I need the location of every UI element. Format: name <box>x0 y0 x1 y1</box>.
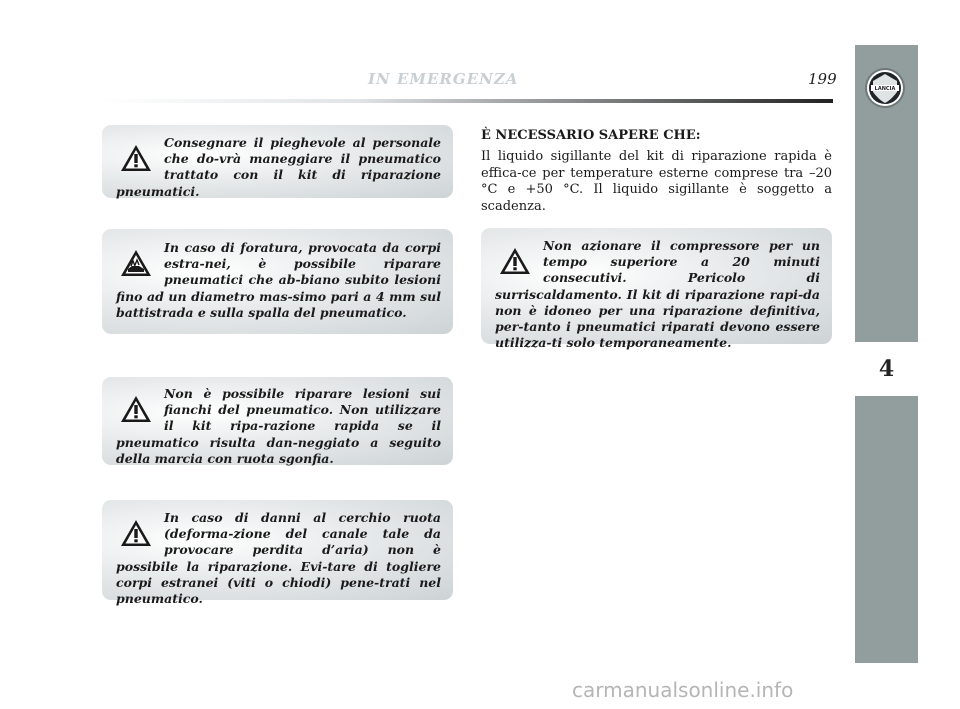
watermark-text: carmanualsonline.info <box>572 678 794 702</box>
warning-text: Consegnare il pieghevole al personale che do-vrà maneggiare il pneumatico trattato con il kit di riparazione pneumatici. <box>116 135 441 199</box>
logo-lettering: LANCIA <box>874 85 896 92</box>
header-rule <box>100 99 833 103</box>
warning-box <box>102 500 453 607</box>
warning-box <box>102 125 453 198</box>
warning-triangle-icon <box>499 246 531 276</box>
section-body-text: Il liquido sigillante del kit di riparazione rapida è effica-ce per temperature esterne comprese tra –20 °C e +50 °C. Il liquido sigillante è soggetto a scadenza. <box>481 149 832 214</box>
section-heading: È NECESSARIO SAPERE CHE: <box>481 128 701 143</box>
warning-box <box>102 377 453 465</box>
page-header-title: IN EMERGENZA <box>368 70 519 88</box>
warning-box <box>102 229 453 334</box>
warning-text: In caso di danni al cerchio ruota (deforma-zione del canale tale da provocare perdita d’aria) non è possibile la riparazione. Evi-tare di togliere corpi estranei (viti o chiodi) pene-trati nel pneumatico. <box>116 510 441 607</box>
lancia-logo-icon <box>864 67 906 109</box>
warning-triangle-icon <box>120 518 152 548</box>
chapter-number-box <box>855 345 918 393</box>
warning-text: Non azionare il compressore per un tempo superiore a 20 minuti consecutivi. Pericolo di surriscaldamento. Il kit di riparazione rapi-da non è idoneo per una riparazione definitiva, per-tanto i pneumatici riparati devono essere utilizza-ti solo temporaneamente. <box>495 238 820 351</box>
warning-text: Non è possibile riparare lesioni sui fianchi del pneumatico. Non utilizzare il kit ripa-razione rapida se il pneumatico risulta dan-neggiato a seguito della marcia con ruota sgonfia. <box>116 386 441 466</box>
chapter-number: 4 <box>878 356 895 382</box>
caution-hand-icon <box>120 248 152 278</box>
warning-triangle-icon <box>120 394 152 424</box>
tab-separator <box>855 393 918 396</box>
warning-text: In caso di foratura, provocata da corpi estra-nei, è possibile riparare pneumatici che ab-biano subito lesioni fino ad un diametro mas-simo pari a 4 mm sul battistrada e sulla spalla del pneumatico. <box>116 240 441 320</box>
page-number: 199 <box>808 70 837 88</box>
warning-box <box>481 228 832 351</box>
warning-triangle-icon <box>120 143 152 173</box>
